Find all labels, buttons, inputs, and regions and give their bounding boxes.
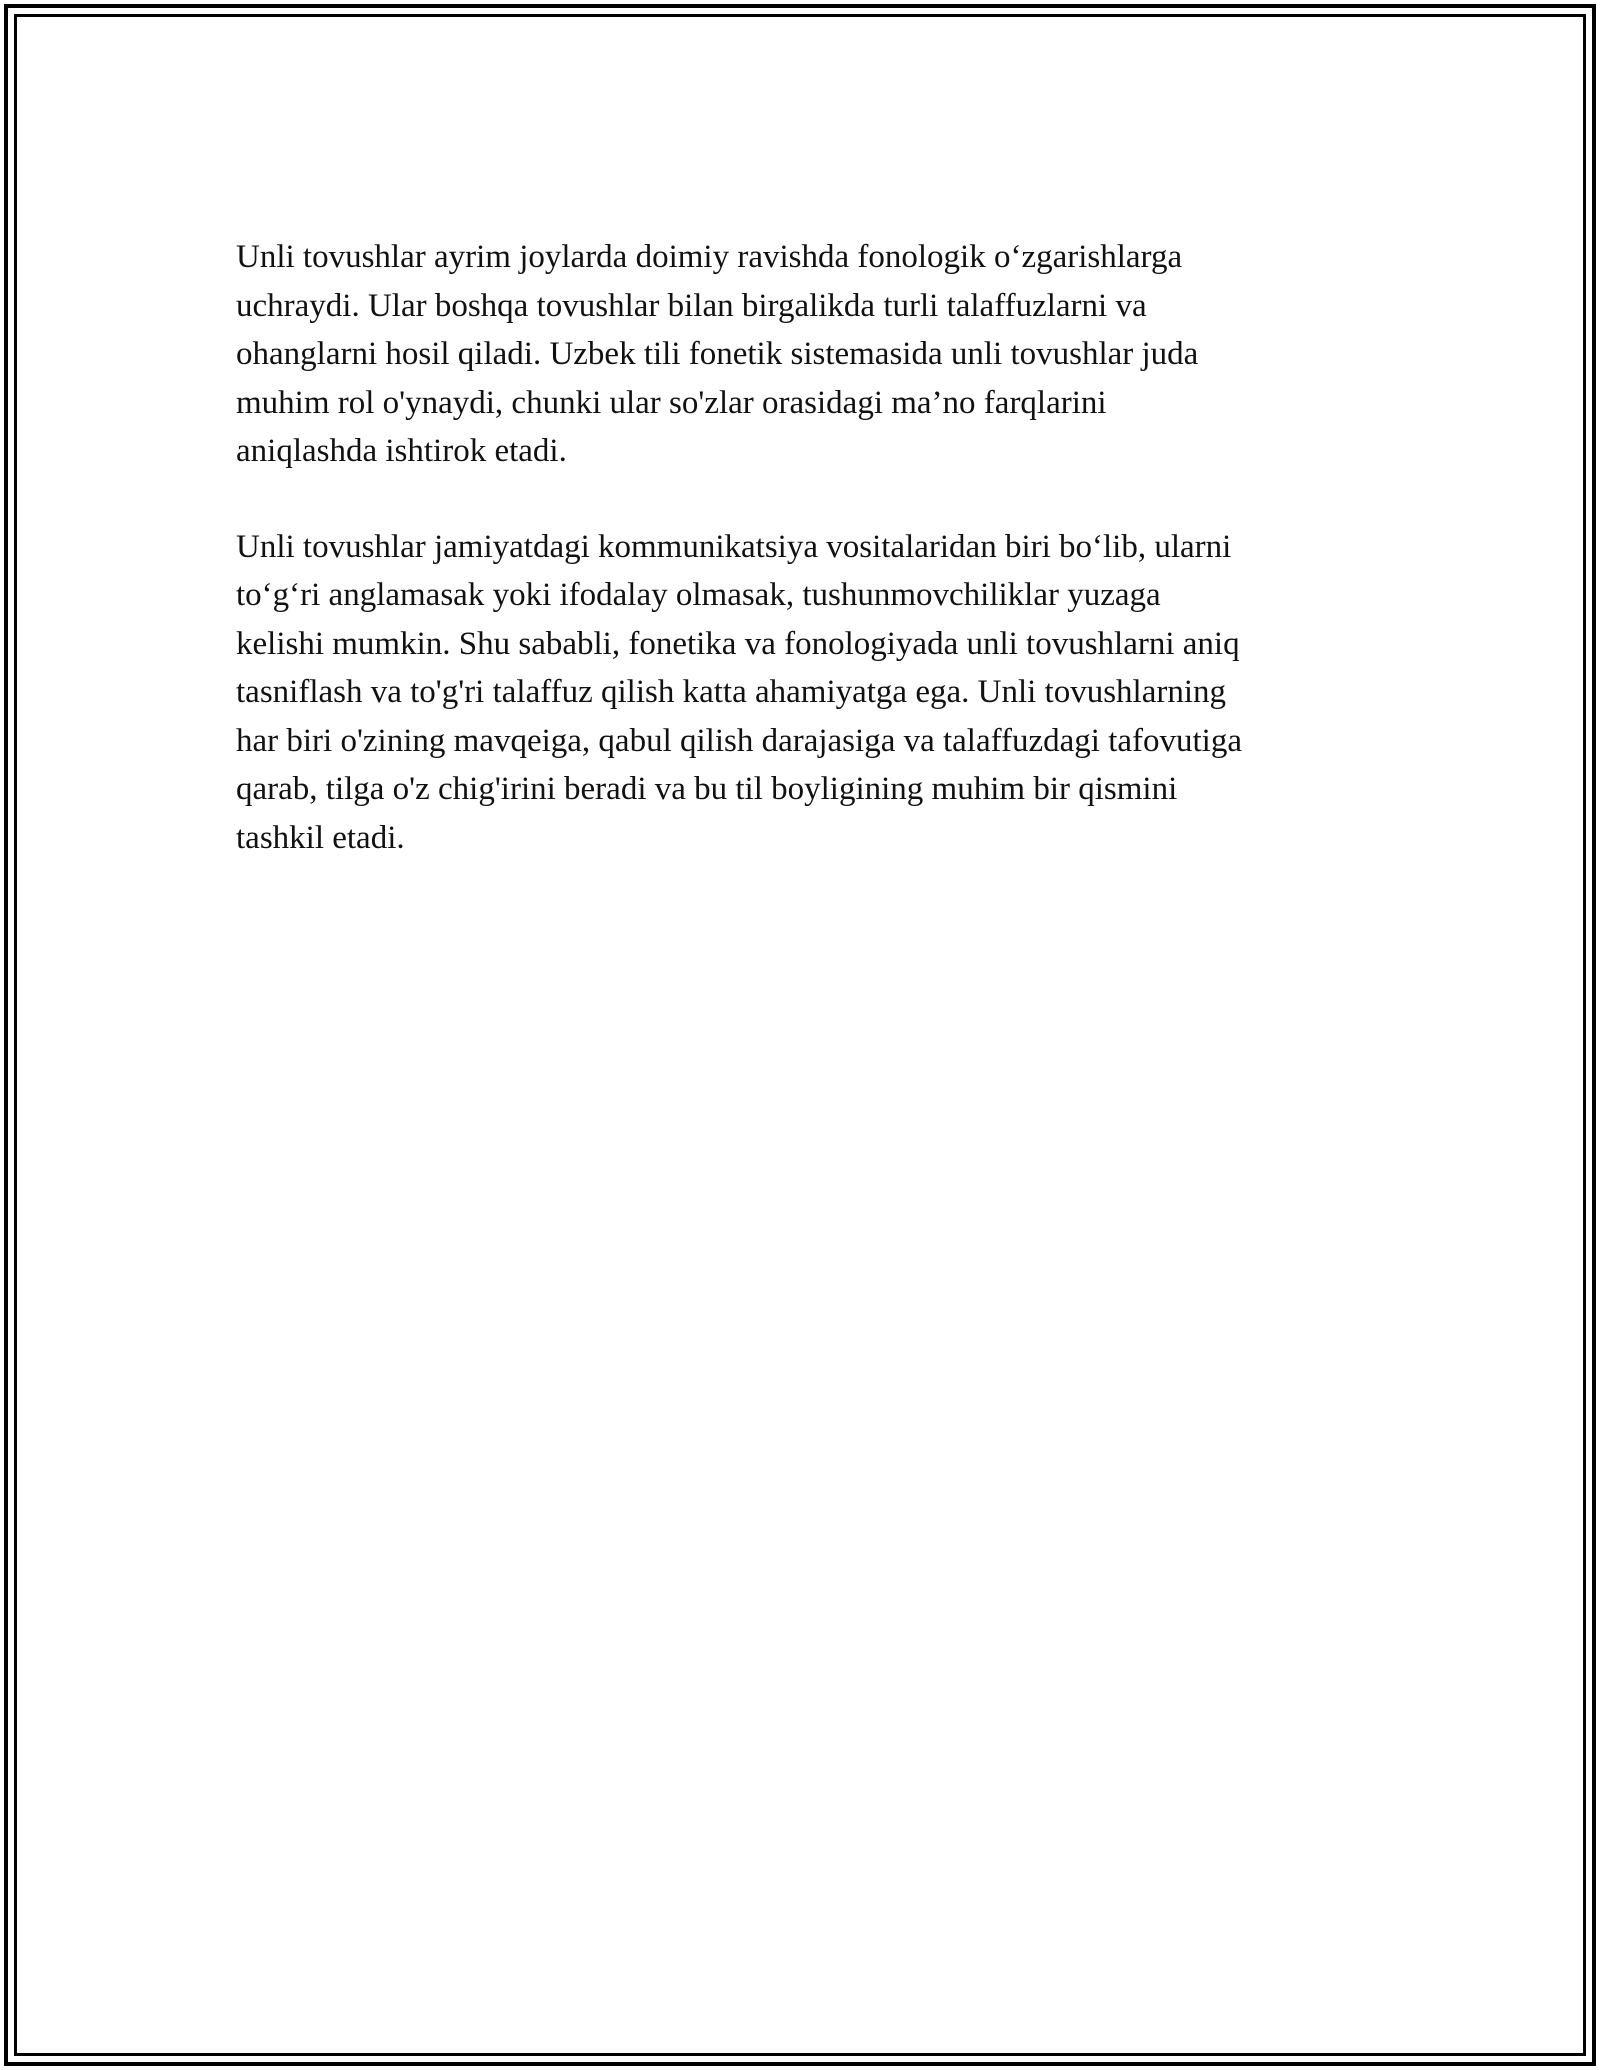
- paragraph-1: Unli tovushlar ayrim joylarda doimiy ravishda fonologik o‘zgarishlarga uchraydi. Ular boshqa tovushlar bilan birgalikda turli talaffuzlarni va ohanglarni hosil qiladi. Uzbek tili fonetik sistemasida unli tovushlar juda muhim rol o'ynaydi, chunki ular so'zlar orasidagi ma’no farqlarini aniqlashda ishtirok etadi.: [236, 239, 1199, 469]
- document-body: [236, 233, 1386, 909]
- paragraph-2: Unli tovushlar jamiyatdagi kommunikatsiya vositalaridan biri bo‘lib, ularni to‘g‘ri anglamasak yoki ifodalay olmasak, tushunmovchiliklar yuzaga kelishi mumkin. Shu sababli, fonetika va fonologiyada unli tovushlarni aniq tasniflash va to'g'ri talaffuz qilish katta ahamiyatga ega. Unli tovushlarning har biri o'zining mavqeiga, qabul qilish darajasiga va talaffuzdagi tafovutiga qarab, tilga o'z chig'irini beradi va bu til boyligining muhim bir qismini tashkil etadi.: [236, 528, 1243, 856]
